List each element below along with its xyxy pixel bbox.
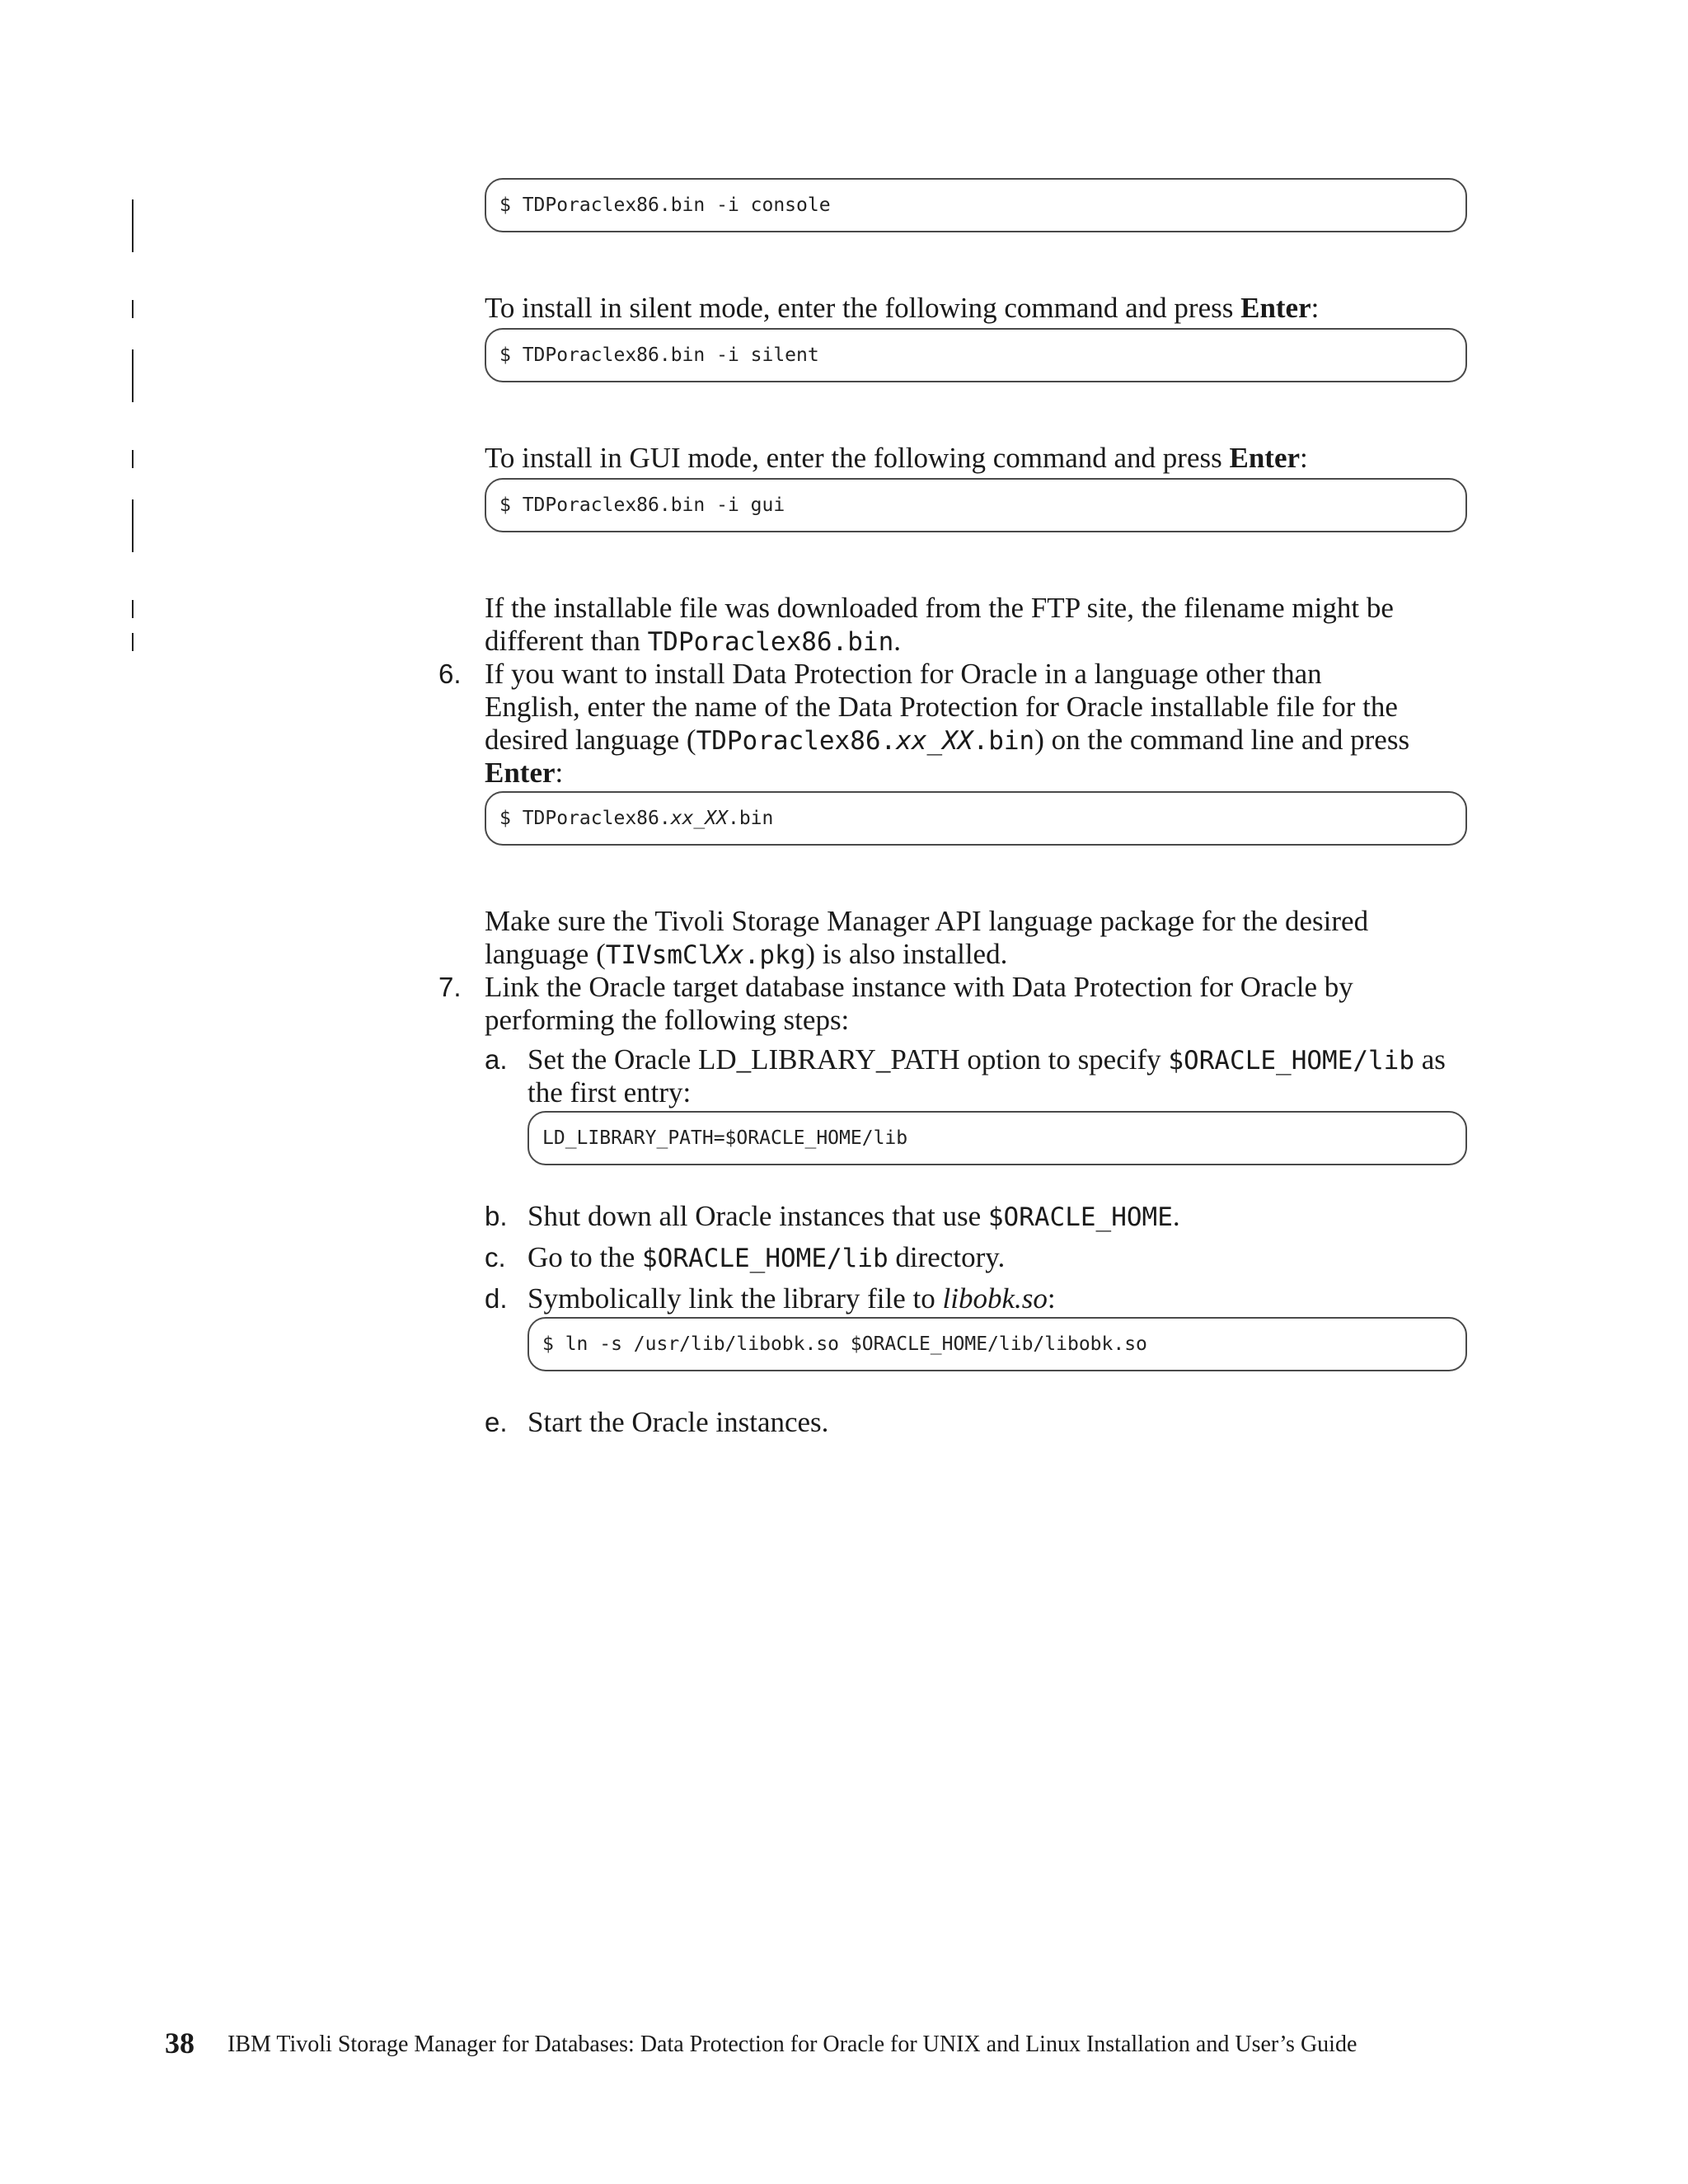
change-bar (132, 450, 134, 468)
inline-code-italic: xx_XX (896, 726, 973, 756)
ftp-paragraph-line2: different than TDPoraclex86.bin. (485, 625, 901, 657)
code-text: $ TDPoraclex86.bin -i console (499, 194, 831, 216)
substep-label: d. (485, 1283, 508, 1314)
page-number: 38 (165, 2027, 195, 2060)
substep-label: c. (485, 1242, 506, 1272)
code-text: $ TDPoraclex86.bin -i gui (499, 494, 785, 516)
substep-label: a. (485, 1044, 508, 1075)
step6-line2: English, enter the name of the Data Protection for Oracle installable file for the (485, 691, 1398, 723)
code-block-ld-library-path (528, 1111, 1467, 1165)
inline-code-italic: Xx (713, 940, 744, 970)
substep-label: e. (485, 1407, 508, 1437)
step-number: 7. (438, 972, 462, 1002)
silent-mode-paragraph: To install in silent mode, enter the following command and press Enter: (485, 292, 1320, 324)
inline-code: $ORACLE_HOME/lib (1168, 1046, 1415, 1076)
substep-e: Start the Oracle instances. (528, 1406, 829, 1438)
change-bar (132, 300, 134, 318)
code-block-gui (485, 478, 1467, 532)
inline-code: .pkg (743, 940, 806, 970)
enter-key-label: Enter (1229, 442, 1301, 474)
inline-code: TDPoraclex86.bin (647, 627, 894, 657)
code-italic: xx_XX (670, 808, 728, 829)
ftp-paragraph-line1: If the installable file was downloaded from the FTP site, the filename might be (485, 592, 1394, 624)
inline-code: $ORACLE_HOME (987, 1202, 1173, 1232)
change-bar (132, 633, 134, 651)
step-number: 6. (438, 658, 462, 689)
code-text: $ TDPoraclex86.bin -i silent (499, 344, 819, 366)
substep-c: Go to the $ORACLE_HOME/lib directory. (528, 1241, 1006, 1273)
code-block-console (485, 178, 1467, 232)
substep-label: b. (485, 1201, 508, 1231)
code-text: $ ln -s /usr/lib/libobk.so $ORACLE_HOME/lib/libobk.so (542, 1333, 1147, 1355)
code-block-ln (528, 1317, 1467, 1371)
substep-a-line2: the first entry: (528, 1076, 692, 1108)
code-block-language: $ TDPoraclex86. xx_XX .bin (485, 791, 1467, 846)
substep-b: Shut down all Oracle instances that use $ORACLE_HOME. (528, 1200, 1180, 1232)
step7-line2: performing the following steps: (485, 1004, 850, 1036)
enter-key-label: Enter (485, 757, 556, 789)
code-text: LD_LIBRARY_PATH=$ORACLE_HOME/lib (542, 1127, 908, 1149)
api-paragraph-line2: language (TIVsmClXx.pkg) is also installed. (485, 938, 1008, 970)
file-name: libobk.so (942, 1282, 1048, 1315)
change-bar (132, 499, 134, 552)
change-bar (132, 349, 134, 402)
step6-line1: If you want to install Data Protection for Oracle in a language other than (485, 658, 1322, 690)
change-bar (132, 199, 134, 252)
api-paragraph-line1: Make sure the Tivoli Storage Manager API language package for the desired (485, 905, 1369, 937)
gui-mode-paragraph: To install in GUI mode, enter the following command and press Enter: (485, 442, 1308, 474)
step7-line1: Link the Oracle target database instance with Data Protection for Oracle by (485, 971, 1353, 1003)
substep-d: Symbolically link the library file to libobk.so: (528, 1282, 1056, 1315)
inline-code: .bin (973, 726, 1035, 756)
change-bar (132, 600, 134, 618)
step6-line3: desired language (TDPoraclex86.xx_XX.bin) on the command line and press (485, 724, 1410, 756)
inline-code: $ORACLE_HOME/lib (642, 1244, 889, 1273)
inline-code: TIVsmCl (605, 940, 714, 970)
enter-key-label: Enter (1240, 292, 1311, 324)
substep-a-line1: Set the Oracle LD_LIBRARY_PATH option to specify $ORACLE_HOME/lib as (528, 1043, 1446, 1076)
inline-code: TDPoraclex86. (696, 726, 897, 756)
code-block-silent (485, 328, 1467, 382)
footer-title: IBM Tivoli Storage Manager for Databases: Data Protection for Oracle for UNIX and Linux Installation and User’s Guide (227, 2032, 1357, 2057)
step6-line4: Enter: (485, 757, 564, 789)
